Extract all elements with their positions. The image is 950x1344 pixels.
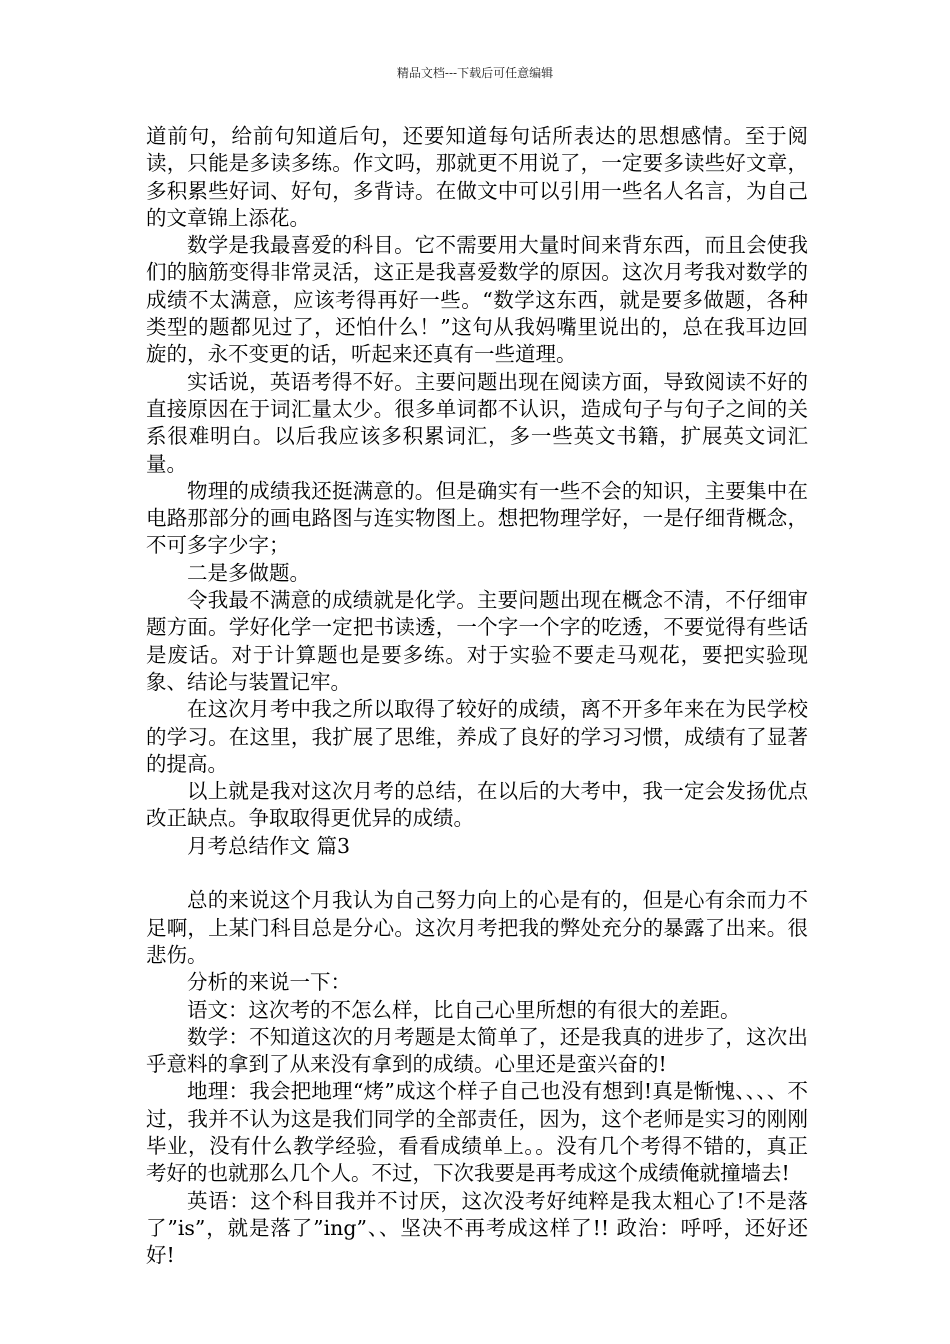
paragraph-7: 在这次月考中我之所以取得了较好的成绩，离不开多年来在为民学校的学习。在这里，我扩展了思维，养成了良好的学习习惯，成绩有了显著的提高。	[146, 697, 808, 776]
paragraph-3: 实话说，英语考得不好。主要问题出现在阅读方面，导致阅读不好的直接原因在于词汇量太少。很多单词都不认识，造成句子与句子之间的关系很难明白。以后我应该多积累词汇，多一些英文书籍，扩展英文词汇量。	[146, 369, 808, 476]
section-heading: 月考总结作文 篇3	[187, 833, 351, 858]
paragraph-1: 道前句，给前句知道后句，还要知道每句话所表达的思想感情。至于阅读，只能是多读多练。作文吗，那就更不用说了，一定要多读些好文章，多积累些好词、好句，多背诗。在做文中可以引用一些名人名言，为自己的文章锦上添花。	[146, 124, 808, 230]
paragraph-13: 数学：不知道这次的月考题是太简单了，还是我真的进步了，这次出乎意料的拿到了从来没有拿到的成绩。心里还是蛮兴奋的!	[146, 1024, 808, 1077]
page-header: 精品文档---下载后可任意编辑	[396, 66, 554, 80]
paragraph-4: 物理的成绩我还挺满意的。但是确实有一些不会的知识，主要集中在电路那部分的画电路图与连实物图上。想把物理学好，一是仔细背概念，不可多字少字；	[146, 478, 808, 558]
paragraph-12: 语文：这次考的不怎么样，比自己心里所想的有很大的差距。	[187, 997, 741, 1022]
paragraph-14: 地理：我会把地理“烤”成这个样子自己也没有想到!真是惭愧、、、、不过，我并不认为这是我们同学的全部责任，因为，这个老师是实习的刚刚毕业，没有什么教学经验，看看成绩单上。。没有几个考得不错的，真正考好的也就那么几个人。不过，下次我要是再考成这个成绩俺就撞墙去!	[146, 1079, 808, 1186]
paragraph-5: 二是多做题。	[187, 560, 310, 585]
paragraph-15: 英语：这个科目我并不讨厌，这次没考好纯粹是我太粗心了!不是落了”is”，就是落了”ing”、、坚决不再考成这样了!! 政治：呼呼，还好还好!	[146, 1188, 808, 1268]
paragraph-8: 以上就是我对这次月考的总结，在以后的大考中，我一定会发扬优点改正缺点。争取取得更优异的成绩。	[146, 779, 808, 831]
paragraph-11: 分析的来说一下：	[187, 970, 351, 995]
paragraph-10: 总的来说这个月我认为自己努力向上的心是有的，但是心有余而力不足啊，上某门科目总是分心。这次月考把我的弊处充分的暴露了出来。很悲伤。	[146, 888, 808, 967]
blank-line	[146, 860, 808, 887]
document-body	[146, 123, 808, 1269]
paragraph-6: 令我最不满意的成绩就是化学。主要问题出现在概念不清，不仔细审题方面。学好化学一定把书读透，一个字一个字的吃透，不要觉得有些话是废话。对于计算题也是要多练。对于实验不要走马观花，要把实验现象、结论与装置记牢。	[146, 588, 808, 694]
paragraph-2: 数学是我最喜爱的科目。它不需要用大量时间来背东西，而且会使我们的脑筋变得非常灵活，这正是我喜爱数学的原因。这次月考我对数学的成绩不太满意，应该考得再好一些。“数学这东西，就是要多做题，各种类型的题都见过了，还怕什么！”这句从我妈嘴里说出的，总在我耳边回旋的，永不变更的话，听起来还真有一些道理。	[146, 233, 808, 367]
